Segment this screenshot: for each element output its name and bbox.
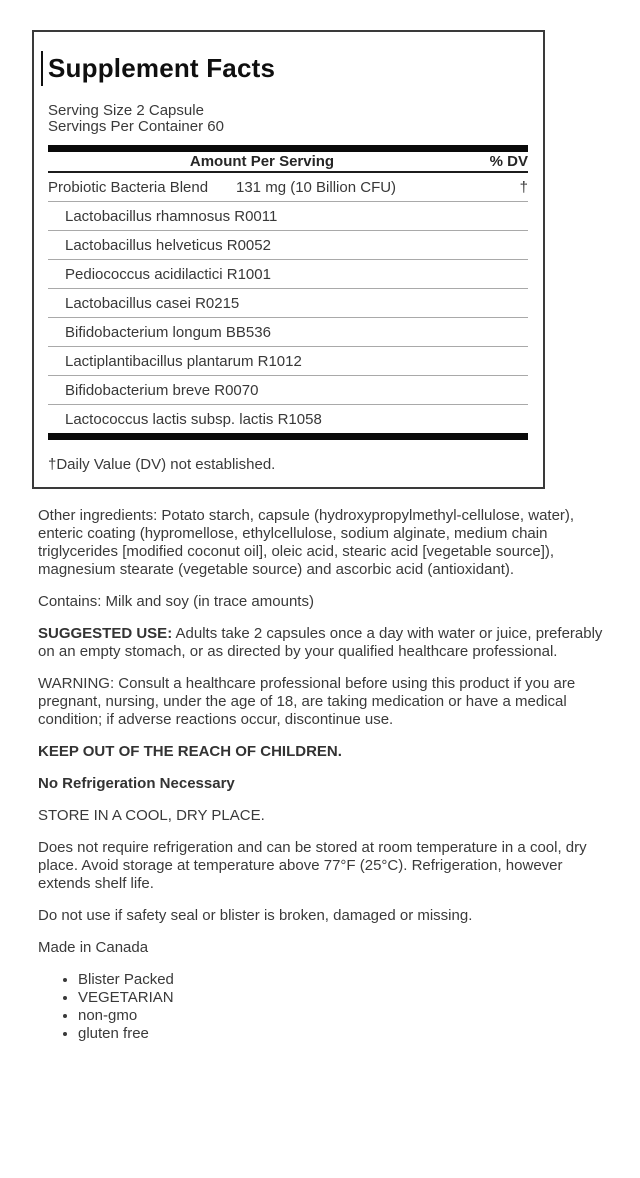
storage-details: Does not require refrigeration and can be stored at room temperature in a cool, dry place. Avoid storage at temperature above 77°F (25°C). Refrigeration, however extends shelf life. [38, 839, 587, 892]
percent-dv-header: % DV [489, 153, 528, 170]
feature-item: • gluten free [78, 1025, 613, 1043]
table-row-strain [48, 289, 528, 318]
blend-amount: 131 mg (10 Billion CFU) [236, 178, 397, 196]
blend-dv-dagger: † [519, 178, 528, 196]
strain-name: Lactococcus lactis subsp. lactis R1058 [65, 410, 322, 428]
thick-divider-bottom [48, 433, 528, 440]
safety-seal-notice: Do not use if safety seal or blister is broken, damaged or missing. [38, 907, 473, 924]
strain-name: Bifidobacterium longum BB536 [65, 323, 271, 341]
strain-name: Lactobacillus rhamnosus R0011 [65, 207, 278, 225]
dv-footnote: †Daily Value (DV) not established. [48, 456, 276, 473]
contains-statement: Contains: Milk and soy (in trace amounts) [38, 593, 314, 610]
table-row-strain [48, 347, 528, 376]
suggested-use-label: SUGGESTED USE: [38, 625, 173, 642]
suggested-use [38, 625, 613, 661]
feature-list [38, 971, 613, 1043]
warning-statement: WARNING: Consult a healthcare professional before using this product if you are pregnant, nursing, under the age of 18, are taking medication or have a medical condition; if adverse reactions occur, discontinue use. [38, 675, 576, 728]
amount-per-serving-header: Amount Per Serving [189, 153, 335, 170]
blend-name: Probiotic Bacteria Blend [48, 178, 209, 196]
table-row-strain [48, 231, 528, 260]
serving-size: Serving Size 2 Capsule [48, 102, 204, 119]
table-row-strain [48, 376, 528, 405]
keep-out-of-reach: KEEP OUT OF THE REACH OF CHILDREN. [38, 743, 342, 760]
panel-title-row [48, 53, 528, 83]
panel-title: Supplement Facts [48, 53, 276, 83]
strain-name: Lactiplantibacillus plantarum R1012 [65, 352, 302, 370]
servings-per-container: Servings Per Container 60 [48, 118, 224, 135]
supplement-facts-panel [32, 30, 545, 489]
table-header-row [48, 152, 528, 173]
other-ingredients: Other ingredients: Potato starch, capsule (hydroxypropylmethyl-cellulose, water), enteric coating (hypromellose, ethylcellulose, sodium alginate, medium chain triglycerides [modified coconut oil], oleic acid, stearic acid [vegetable source]), magnesium stearate (vegetable source) and ascorbic acid (antioxidant). [38, 507, 575, 578]
serving-info [48, 103, 528, 135]
strain-name: Lactobacillus casei R0215 [65, 294, 240, 312]
origin-statement: Made in Canada [38, 939, 149, 956]
text-cursor [41, 51, 43, 86]
suggested-use-text: Adults take 2 capsules once a day with water or juice, preferably on an empty stomach, or as directed by your qualified healthcare professional. [38, 625, 603, 660]
product-label-page [0, 30, 640, 1043]
strain-name: Pediococcus acidilactici R1001 [65, 265, 271, 283]
store-instruction: STORE IN A COOL, DRY PLACE. [38, 807, 265, 824]
no-refrigeration-necessary: No Refrigeration Necessary [38, 775, 235, 792]
table-row-strain [48, 318, 528, 347]
table-row-blend [48, 173, 528, 202]
table-row-strain [48, 202, 528, 231]
product-description [38, 507, 613, 1043]
table-row-strain [48, 260, 528, 289]
strain-name: Bifidobacterium breve R0070 [65, 381, 259, 399]
feature-item: • non-gmo [78, 1007, 613, 1025]
strain-name: Lactobacillus helveticus R0052 [65, 236, 271, 254]
feature-item: • VEGETARIAN [78, 989, 613, 1007]
thick-divider-top [48, 145, 528, 152]
table-row-strain [48, 405, 528, 433]
feature-item: • Blister Packed [78, 971, 613, 989]
